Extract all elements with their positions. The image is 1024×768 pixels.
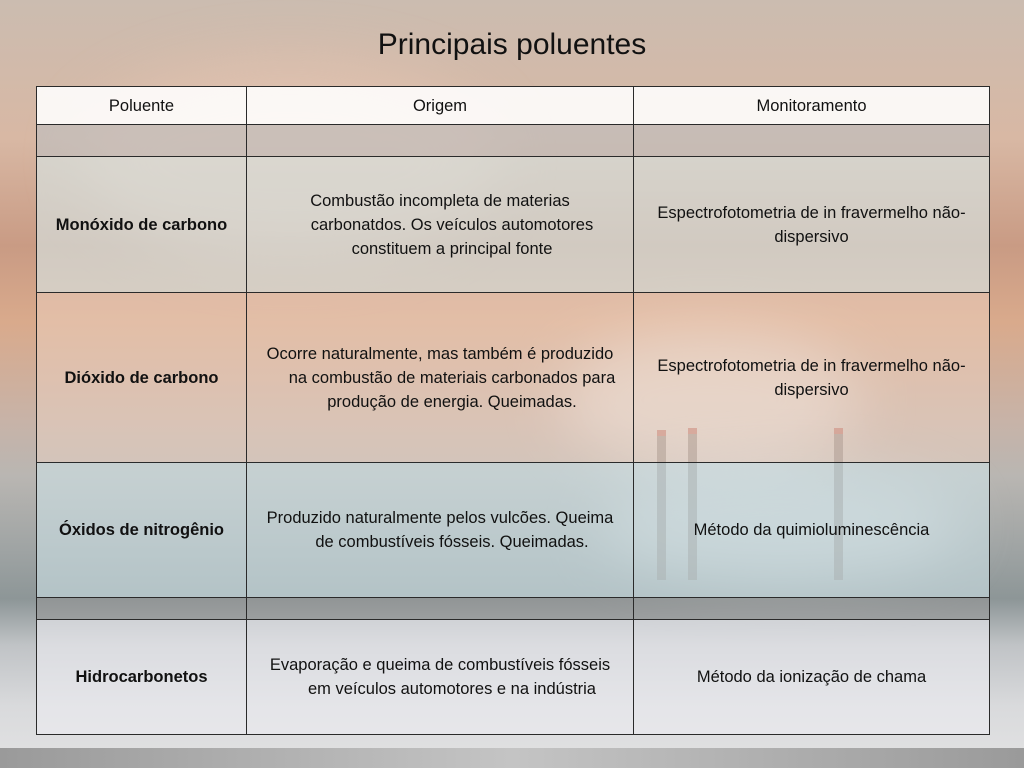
origem-cell	[247, 293, 634, 463]
origem-text: Ocorre naturalmente, mas também é produzido na combustão de materiais carbonados para produção de energia. Queimadas.	[266, 344, 616, 411]
table-row	[37, 463, 990, 598]
monitoramento-cell: Espectrofotometria de in fravermelho não-dispersivo	[634, 293, 990, 463]
poluente-cell: Hidrocarbonetos	[37, 620, 247, 735]
origem-text: Evaporação e queima de combustíveis fósseis em veículos automotores e na indústria	[269, 656, 611, 698]
poluente-name: Óxidos de nitrogênio	[58, 521, 224, 539]
table-row	[37, 157, 990, 293]
origem-text: Produzido naturalmente pelos vulcões. Queima de combustíveis fósseis. Queimadas.	[266, 509, 614, 551]
table-header-row	[37, 87, 990, 125]
empty-cell	[37, 125, 247, 157]
poluente-cell	[37, 463, 247, 598]
monitoramento-cell: Espectrofotometria de in fravermelho não-dispersivo	[634, 157, 990, 293]
empty-cell	[634, 125, 990, 157]
origem-cell	[247, 157, 634, 293]
monitoramento-cell: Método da ionização de chama	[634, 620, 990, 735]
table-row	[37, 293, 990, 463]
table-row	[37, 620, 990, 735]
origem-cell	[247, 463, 634, 598]
poluente-name: Monóxido de carbono	[55, 215, 228, 234]
pollutants-table	[36, 86, 990, 735]
bottom-decorative-bar	[0, 748, 1024, 768]
origem-cell	[247, 620, 634, 735]
empty-cell	[37, 598, 247, 620]
origem-text: Combustão incompleta de materias carbonatdos. Os veículos automotores constituem a principal fonte	[310, 191, 594, 258]
empty-cell	[247, 598, 634, 620]
header-poluente: Poluente	[37, 87, 247, 125]
poluente-cell	[37, 157, 247, 293]
header-monitoramento: Monitoramento	[634, 87, 990, 125]
poluente-cell: Dióxido de carbono	[37, 293, 247, 463]
page-title: Principais poluentes	[377, 28, 647, 61]
table-spacer-row	[37, 598, 990, 620]
table-spacer-row	[37, 125, 990, 157]
empty-cell	[247, 125, 634, 157]
monitoramento-cell: Método da quimioluminescência	[634, 463, 990, 598]
empty-cell	[634, 598, 990, 620]
header-origem: Origem	[247, 87, 634, 125]
